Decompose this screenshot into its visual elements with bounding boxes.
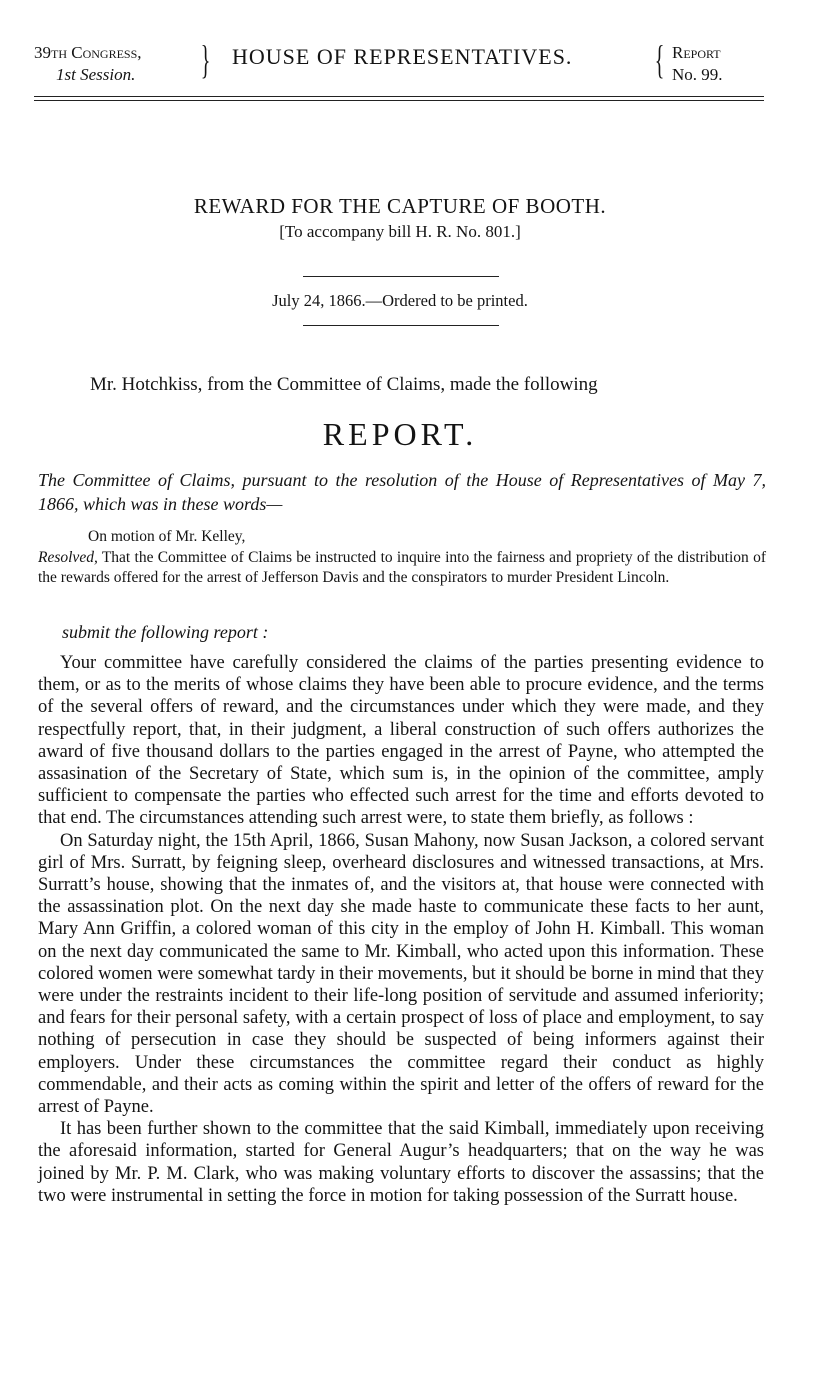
intro-line: Mr. Hotchkiss, from the Committee of Claims, made the following — [90, 374, 598, 395]
resolution-text: That the Committee of Claims be instructed to inquire into the fairness and propriety of the distribution of the rewards offered for the arrest of Jefferson Davis and the conspirators to murder President Lincoln. — [38, 549, 766, 586]
congress-label: 39th Congress, — [34, 43, 142, 62]
report-heading: REPORT. — [322, 416, 478, 452]
body-paragraph-3: It has been further shown to the committee that the said Kimball, immediately upon receiving the aforesaid information, started for General Augur’s headquarters; that on the way he was joined by Mr. P. M. Clark, who was making voluntary efforts to discover the assassins; that the two were instrumental in setting the force in motion for taking possession of the Surratt house. — [38, 1119, 764, 1206]
left-brace: } — [200, 37, 211, 82]
resolution-paragraph — [38, 548, 766, 587]
header-rule-bottom — [34, 100, 764, 101]
body-paragraph-1: Your committee have carefully considered the claims of the parties presenting evidence to them, or as to the merits of whose claims they have been able to procure evidence, and the terms of the several offers of reward, and the circumstances under which they were made, and they respectfully report, that, in their judgment, a liberal construction of such offers authorizes the award of five thousand dollars to the parties engaged in the arrest of Payne, who attempted the assasination of the Secretary of State, which sum is, in the opinion of the committee, amply sufficient to compensate the parties who effected such arrest for the time and efforts devoted to that end. The circumstances attending such arrest were, to state them briefly, as follows : — [38, 653, 764, 829]
title-rule-top — [303, 276, 499, 277]
resolution-label: Resolved, — [38, 549, 98, 566]
report-body — [38, 652, 764, 1207]
dateline: July 24, 1866.—Ordered to be printed. — [272, 291, 528, 310]
header-rule-top — [34, 96, 764, 97]
motion-line: On motion of Mr. Kelley, — [88, 528, 246, 545]
report-label: Report — [672, 43, 721, 62]
report-number: No. 99. — [672, 65, 723, 84]
congress-session-label — [34, 42, 142, 86]
body-paragraph-2: On Saturday night, the 15th April, 1866, Susan Mahony, now Susan Jackson, a colored servant girl of Mrs. Surratt, by feigning sleep, overheard disclosures and witnessed transactions, at Mrs. Surratt’s house, showing that the inmates of, and the visitors at, that house were connected with the assassination plot. On the next day she made haste to communicate these facts to her aunt, Mary Ann Griffin, a colored woman of this city in the employ of John H. Kimball. This woman on the next day communicated the same to Mr. Kimball, who acted upon this information. These colored women were somewhat tardy in their movements, but it should be borne in mind that they were under the restraints incident to their life-long position of servitude and assumed inferiority; and fears for their personal safety, with a certain prospect of loss of place and employment, to say nothing of persecution in case they should be suspected of being informers against their employers. Under these circumstances the committee regard their conduct as highly commendable, and their acts as coming within the spirit and letter of the offers of reward for the arrest of Payne. — [38, 830, 764, 1118]
document-subtitle: [To accompany bill H. R. No. 801.] — [279, 222, 521, 241]
document-title: REWARD FOR THE CAPTURE OF BOOTH. — [193, 194, 607, 218]
title-rule-bottom — [303, 325, 499, 326]
report-number-block — [672, 42, 723, 86]
house-title: HOUSE OF REPRESENTATIVES. — [232, 44, 573, 69]
right-brace: { — [654, 37, 665, 82]
session-label: 1st Session. — [56, 65, 136, 84]
submit-line: submit the following report : — [62, 622, 269, 642]
committee-statement: The Committee of Claims, pursuant to the resolution of the House of Representatives of May 7, 1866, which was in these words— — [38, 470, 766, 514]
